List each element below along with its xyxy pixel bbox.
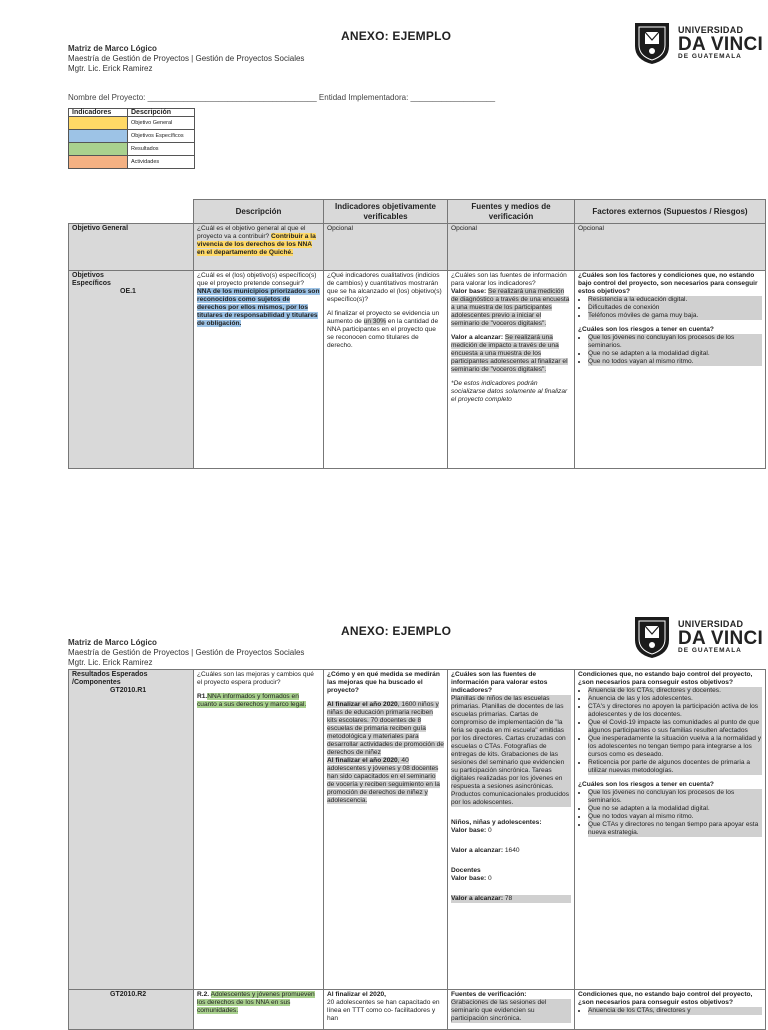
result1-ind-question: ¿Cómo y en qué medida se medirán las mejoras que ha buscado el proyecto? bbox=[327, 671, 440, 694]
matrix-table-page2 bbox=[68, 669, 766, 1030]
specific-objective-external bbox=[575, 271, 766, 469]
r1-external-question-1: Condiciones que, no estando bajo control del proyecto, ¿son necesarios para conseguir estos objetivos? bbox=[578, 671, 753, 686]
external-factors-list bbox=[578, 296, 762, 320]
result1-ind-b bbox=[327, 757, 444, 805]
list-item: • Que los jóvenes no concluyan los procesos de los seminarios. bbox=[588, 789, 762, 805]
legend-item: Resultados bbox=[128, 143, 195, 156]
list-item: • Resistencia a la educación digital. bbox=[588, 296, 762, 304]
legend-swatch-green bbox=[69, 143, 128, 156]
general-objective-sources: Opcional bbox=[448, 224, 575, 271]
results-title: Resultados Esperados /Componentes bbox=[72, 671, 148, 686]
list-item: • Que no todos vayan al mismo ritmo. bbox=[588, 358, 762, 366]
logo-line2: DA VINCI bbox=[678, 627, 764, 649]
base-value-2: 0 bbox=[488, 875, 492, 882]
list-item: • Anuencia de los CTAs, directores y bbox=[588, 1007, 762, 1015]
university-crest-icon bbox=[632, 20, 672, 66]
list-item: • Anuencia de los CTAs, directores y docentes. bbox=[588, 687, 762, 695]
result1-highlight: NNA informados y formados en cuanto a sus derechos y marco legal. bbox=[197, 693, 307, 708]
base-value-label-2: Valor base: bbox=[451, 875, 487, 882]
indicators-question: ¿Qué indicadores cualitativos (indicios de cambios) y cuantitativos mostrarán que se ha alcanzado el (los) objetivo(s) específico(s)? bbox=[327, 272, 442, 303]
row-results-label bbox=[69, 670, 194, 990]
target-value-label: Valor a alcanzar: bbox=[451, 334, 504, 341]
legend-table bbox=[68, 108, 195, 169]
target-value-text: Se realizará una medición de impacto a través de una encuesta a una muestra de los participantes adolescentes al finalizar el seminario de "voceros digitales". bbox=[451, 334, 568, 373]
group2-label: Docentes bbox=[451, 867, 481, 874]
matrix-table-page1 bbox=[68, 199, 766, 469]
header-sources: Fuentes y medios de verificación bbox=[448, 200, 575, 224]
matrix-title: Matriz de Marco Lógico bbox=[68, 44, 157, 53]
result1-sources bbox=[448, 670, 575, 990]
logo-line3: DE GUATEMALA bbox=[678, 52, 742, 60]
row-specific-objectives-label bbox=[69, 271, 194, 469]
list-item: • Que los jóvenes no concluyan los procesos de los seminarios. bbox=[588, 334, 762, 350]
sources-target-value bbox=[451, 334, 571, 374]
header-description: Descripción bbox=[194, 200, 324, 224]
result1-statement bbox=[197, 693, 320, 709]
sources-question: ¿Cuáles son las fuentes de información para valorar los indicadores? bbox=[451, 272, 567, 287]
legend-item: Actividades bbox=[128, 156, 195, 169]
indicators-answer-part2: en la cantidad de NNA participantes en el proyecto que se reconocen como titulares de derecho. bbox=[327, 318, 439, 349]
legend-swatch-yellow bbox=[69, 117, 128, 130]
sources-base-value bbox=[451, 288, 571, 328]
legend-swatch-orange bbox=[69, 156, 128, 169]
list-item: • Que inesperadamente la situación vuelva a la normalidad y los adolescentes no tengan tiempo para integrarse a los cursos como es deseado. bbox=[588, 735, 762, 759]
result1-external bbox=[575, 670, 766, 990]
program-line: Maestría de Gestión de Proyectos | Gestión de Proyectos Sociales bbox=[68, 648, 305, 657]
specific-objective-desc bbox=[194, 271, 324, 469]
result1-src-text: Planillas de niños de las escuelas primarias. Planillas de docentes de las escuelas primarias. Cartas de compromiso de implementación de "la feria se queda en mi escuela" emitidas por los directores. Cartas cruzadas con escuelas o CTAs. Fotografías de entregas de kits. Grabaciones de las sesiones del seminario que evidencien su participación sincrónica. Tareas digitales realizadas por los jóvenes en respuesta a sesiones asincrónicas. Productos comunicacionales producidos por los adolescentes. bbox=[451, 695, 570, 806]
indicators-answer bbox=[327, 310, 444, 350]
r1-external-question-2: ¿Cuáles son los riesgos a tener en cuenta? bbox=[578, 781, 714, 788]
r2-ind-text: 20 adolescentes se han capacitado en línea en TTT como co- facilitadores y han bbox=[327, 999, 440, 1022]
entity-label: Entidad Implementadora: ___________________ bbox=[318, 93, 496, 102]
r2-src-label: Fuentes de verificación: bbox=[451, 991, 527, 998]
ind-a-text: , 1600 niños y niñas de educación primaria reciben kits escolares. 70 docentes de 8 escuelas de primaria reciben guía metodológica y materiales para desarrollar actividades de promoción de derechos de niñez bbox=[327, 701, 444, 756]
risks-list bbox=[578, 334, 762, 366]
indicators-answer-part1: Al finalizar el proyecto se evidencia un aumento de bbox=[327, 310, 440, 325]
base-value-text: Se realizará una medición de diagnóstico a través de una encuesta a una muestra de los participantes adolescentes previo a iniciar el seminario de "voceros digitales". bbox=[451, 288, 570, 327]
list-item: • Teléfonos móviles de gama muy baja. bbox=[588, 312, 762, 320]
result1-indicators bbox=[324, 670, 448, 990]
logo-line1: UNIVERSIDAD bbox=[678, 618, 744, 629]
logo-line3: DE GUATEMALA bbox=[678, 646, 742, 654]
header-indicators: Indicadores objetivamente verificables bbox=[324, 200, 448, 224]
result1-code: R1. bbox=[197, 693, 208, 700]
target-value-2: 78 bbox=[504, 895, 513, 902]
result-code-r2: GT2010.R2 bbox=[110, 991, 147, 998]
page2-title: ANEXO: EJEMPLO bbox=[341, 624, 452, 638]
target-value-label: Valor a alcanzar: bbox=[451, 847, 504, 854]
specific-objective-question: ¿Cuál es el (los) objetivo(s) específico(s) que el proyecto pretende conseguir? bbox=[197, 272, 317, 287]
ind-b-label: Al finalizar el año 2020 bbox=[327, 757, 398, 764]
legend-header-indicators: Indicadores bbox=[69, 109, 128, 117]
r2-src-text: Grabaciones de las sesiones del seminario que evidencien su participación sincrónica. bbox=[451, 999, 571, 1023]
result2-highlight: Adolescentes y jóvenes promueven los derechos de los NNA en sus comunidades. bbox=[197, 991, 315, 1014]
specific-objective-highlight: NNA de los municipios priorizados son reconocidos como sujetos de derechos por ellos mismos, por los titulares de responsabilidad y titulares de obligación. bbox=[197, 288, 320, 327]
base-value-label: Valor base: bbox=[451, 827, 487, 834]
logo-line2: DA VINCI bbox=[678, 33, 764, 55]
list-item: • Reticencia por parte de algunos docentes de primaria a utilizar nuevas metodologías. bbox=[588, 759, 762, 775]
group1-label: Niños, niñas y adolescentes: bbox=[451, 819, 542, 826]
specific-objective-code: OE.1 bbox=[120, 288, 136, 295]
specific-objective-sources bbox=[448, 271, 575, 469]
result-code-r1: GT2010.R1 bbox=[110, 687, 147, 694]
teacher-line: Mgtr. Lic. Erick Ramirez bbox=[68, 64, 153, 73]
base-value: 0 bbox=[488, 827, 492, 834]
result1-desc bbox=[194, 670, 324, 990]
ind-a-label: Al finalizar el año 2020 bbox=[327, 701, 398, 708]
general-objective-external: Opcional bbox=[575, 224, 766, 271]
page1-header-info bbox=[68, 44, 304, 74]
project-name-line bbox=[68, 93, 495, 102]
base-value-label: Valor base: bbox=[451, 288, 487, 295]
logo-line1: UNIVERSIDAD bbox=[678, 24, 744, 35]
general-objective-desc bbox=[194, 224, 324, 271]
university-logo-2 bbox=[632, 614, 763, 660]
general-objective-highlight: Contribuir a la vivencia de los derechos de los NNA en el departamento de Quiché. bbox=[197, 233, 316, 256]
sources-note: *De estos indicadores podrán socializarse datos solamente al finalizar el proyecto completo bbox=[451, 380, 568, 403]
list-item: • Que no todos vayan al mismo ritmo. bbox=[588, 813, 762, 821]
external-question-2: ¿Cuáles son los riesgos a tener en cuenta? bbox=[578, 326, 714, 333]
general-objective-question: ¿Cuál es el objetivo general al que el proyecto va a contribuir? bbox=[197, 225, 306, 240]
program-line: Maestría de Gestión de Proyectos | Gestión de Proyectos Sociales bbox=[68, 54, 305, 63]
result1-question: ¿Cuáles son las mejoras y cambios qué el proyecto espera producir? bbox=[197, 671, 314, 686]
target-value: 1640 bbox=[504, 847, 520, 854]
legend-swatch-blue bbox=[69, 130, 128, 143]
r2-ext-question: Condiciones que, no estando bajo control del proyecto, ¿son necesarios para conseguir estos objetivos? bbox=[578, 991, 753, 1006]
empty-header-cell bbox=[69, 200, 194, 224]
list-item: • Que el Covid-19 impacte las comunidades al punto de que algunos participantes o sus familias resulten afectados bbox=[588, 719, 762, 735]
result1-ind-a bbox=[327, 701, 444, 757]
university-crest-icon bbox=[632, 614, 672, 660]
list-item: • CTA's y directores no apoyen la participación activa de los adolescentes y de los docentes. bbox=[588, 703, 762, 719]
result2-code: R.2. bbox=[197, 991, 210, 998]
specific-objective-indicators bbox=[324, 271, 448, 469]
r1-risks-list bbox=[578, 789, 762, 837]
header-external: Factores externos (Supuestos / Riesgos) bbox=[575, 200, 766, 224]
list-item: • Anuencia de las y los adolescentes. bbox=[588, 695, 762, 703]
r1-conditions-list bbox=[578, 687, 762, 775]
page1-title: ANEXO: EJEMPLO bbox=[341, 29, 452, 43]
row-general-objective-label: Objetivo General bbox=[69, 224, 194, 271]
specific-objectives-title: Objetivos Específicos bbox=[72, 272, 111, 287]
r2-ind-label: Al finalizar el 2020, bbox=[327, 991, 387, 998]
legend-item: Objetivos Específicos bbox=[128, 130, 195, 143]
university-logo bbox=[632, 20, 763, 66]
result1-src-question: ¿Cuáles son las fuentes de información para valorar estos indicadores? bbox=[451, 671, 548, 694]
teacher-line: Mgtr. Lic. Erick Ramirez bbox=[68, 658, 153, 667]
ind-b-text: , 40 adolescentes y jóvenes y 08 docentes han sido capacitados en el seminario de vocería y reciben seguimiento en la promoción de derechos de niñez y adolescencia. bbox=[327, 757, 440, 804]
general-objective-indicators: Opcional bbox=[324, 224, 448, 271]
list-item: • Que no se adapten a la modalidad digital. bbox=[588, 350, 762, 358]
indicators-answer-highlight: un 30% bbox=[363, 318, 387, 325]
target-value-label-2: Valor a alcanzar: bbox=[451, 895, 504, 902]
list-item: • Que CTAs y directores no tengan tiempo para apoyar esta nueva estrategia. bbox=[588, 821, 762, 837]
list-item: • Que no se adapten a la modalidad digital. bbox=[588, 805, 762, 813]
external-question-1: ¿Cuáles son los factores y condiciones que, no estando bajo control del proyecto, son necesarios para conseguir estos objetivos? bbox=[578, 272, 758, 295]
matrix-title: Matriz de Marco Lógico bbox=[68, 638, 157, 647]
legend-header-description: Descripción bbox=[128, 109, 195, 117]
page2-header-info bbox=[68, 638, 304, 668]
list-item: • Dificultades de conexión bbox=[588, 304, 762, 312]
project-name-label: Nombre del Proyecto: ______________________________________ bbox=[68, 93, 317, 102]
legend-item: Objetivo General bbox=[128, 117, 195, 130]
